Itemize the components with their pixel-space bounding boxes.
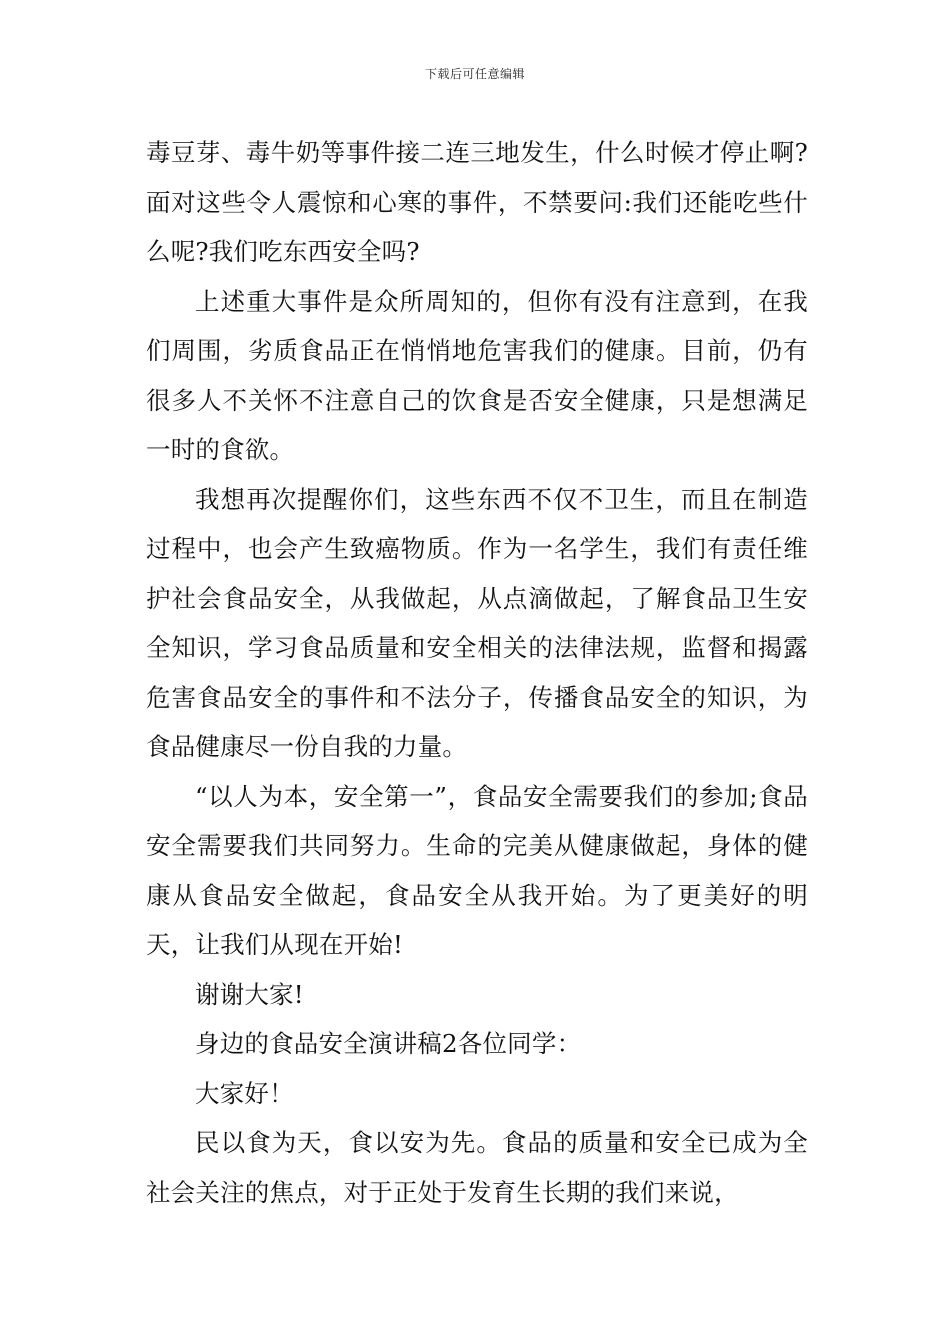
paragraph-continuation: 毒豆芽、毒牛奶等事件接二连三地发生，什么时候才停止啊?面对这些令人震惊和心寒的事件，不禁要问:我们还能吃些什么呢?我们吃东西安全吗? <box>146 138 808 266</box>
paragraph: 上述重大事件是众所周知的，但你有没有注意到，在我们周围，劣质食品正在悄悄地危害我们的健康。目前，仍有很多人不关怀不注意自己的饮食是否安全健康，只是想满足一时的食欲。 <box>146 286 808 464</box>
paragraph: 我想再次提醒你们，这些东西不仅不卫生，而且在制造过程中，也会产生致癌物质。作为一名学生，我们有责任维护社会食品安全，从我做起，从点滴做起，了解食品卫生安全知识，学习食品质量和安全相关的法律法规，监督和揭露危害食品安全的事件和不法分子，传播食品安全的知识，为食品健康尽一份自我的力量。 <box>146 484 808 761</box>
paragraph-greeting: 大家好！ <box>195 1078 294 1108</box>
header-note: 下载后可任意编辑 <box>424 67 525 81</box>
paragraph-heading: 身边的食品安全演讲稿2各位同学： <box>195 1029 582 1058</box>
document-body <box>146 128 808 1217</box>
paragraph-thanks: 谢谢大家! <box>195 979 304 1009</box>
paragraph: 民以食为天，食以安为先。食品的质量和安全已成为全社会关注的焦点，对于正处于发育生长期的我们来说， <box>146 1128 808 1207</box>
paragraph: “以人为本，安全第一”，食品安全需要我们的参加;食品安全需要我们共同努力。生命的完美从健康做起，身体的健康从食品安全做起，食品安全从我开始。为了更美好的明天，让我们从现在开始! <box>146 781 808 959</box>
